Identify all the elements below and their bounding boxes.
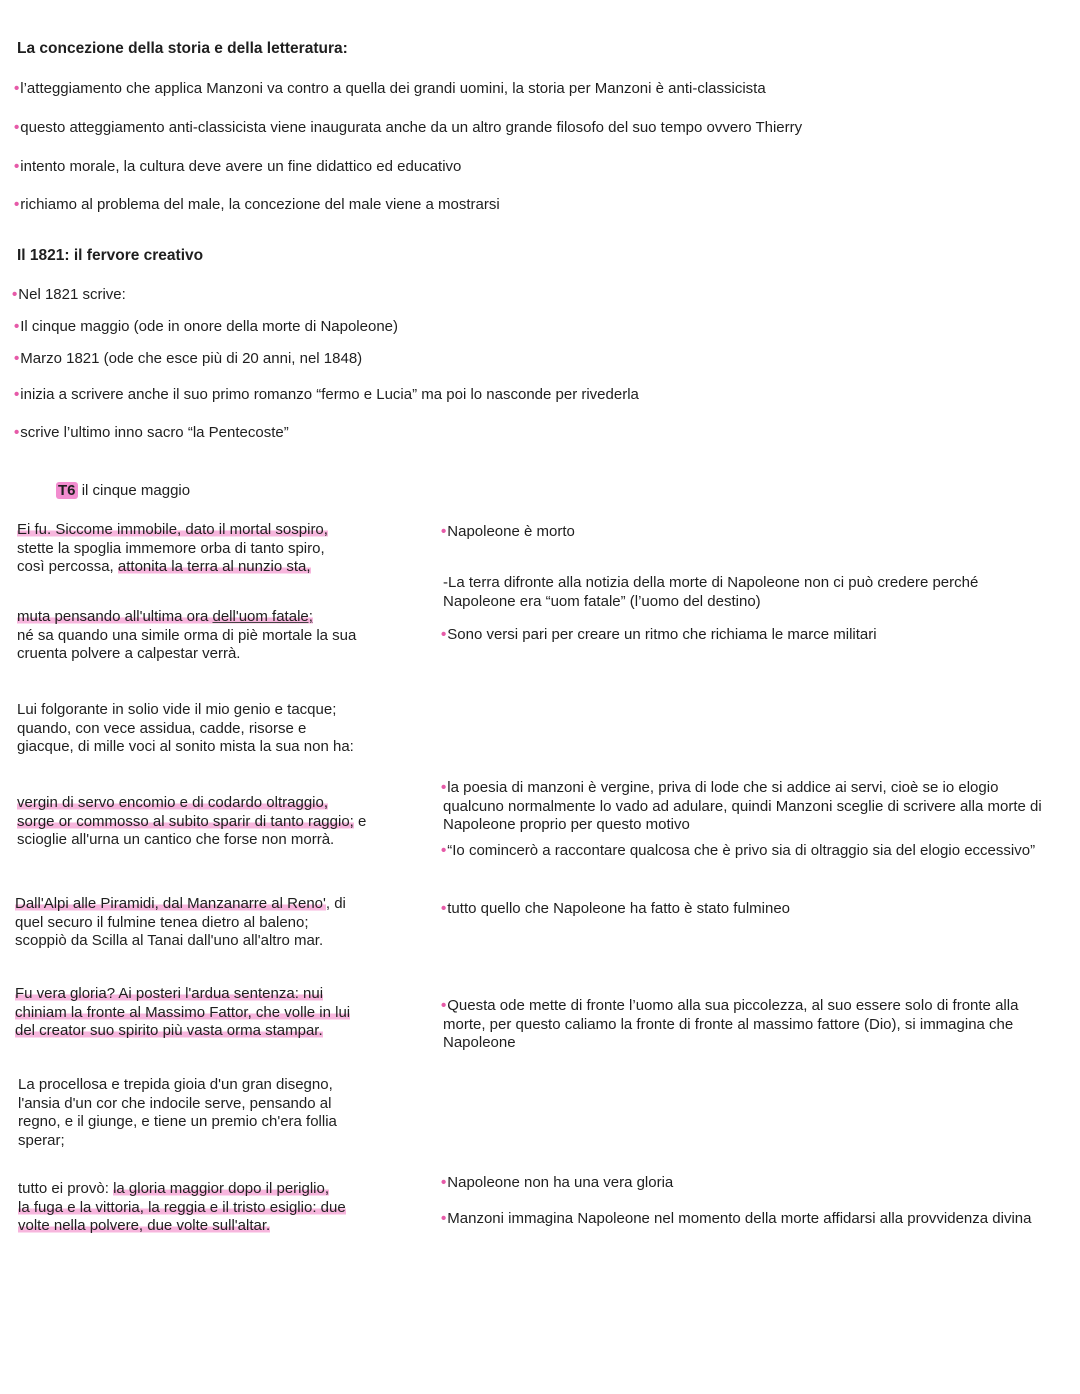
note-text: Questa ode mette di fronte l’uomo alla sua piccolezza, al suo essere solo di fronte alla	[447, 997, 1019, 1014]
poem-line-underlined: dell'uom fatale;	[212, 608, 313, 625]
bullet-text: scrive l’ultimo inno sacro “la Pentecoste”	[20, 424, 289, 441]
poem-line: scioglie all'urna un cantico che forse non morrà.	[17, 831, 335, 849]
poem-line: , di	[325, 895, 346, 912]
poem-line: né sa quando una simile orma di piè mortale la sua	[17, 626, 357, 644]
bullet-item	[14, 318, 398, 335]
note-text: morte, per questo caliamo la fronte di fronte al massimo fattore (Dio), si immagina che	[443, 1015, 1014, 1033]
poem-line: Lui folgorante in solio vide il mio genio e tacque;	[17, 701, 337, 718]
poem-line: sperar;	[18, 1131, 65, 1149]
bullet-text: richiamo al problema del male, la concezione del male viene a mostrarsi	[20, 196, 500, 213]
poem-stanza	[18, 1180, 418, 1236]
poem-line: sorge or commosso al subito sparir di tanto raggio;	[17, 812, 354, 830]
bullet-text: inizia a scrivere anche il suo primo romanzo “fermo e Lucia” ma poi lo nasconde per rivederla	[20, 386, 639, 403]
bullet-item	[14, 386, 639, 403]
poem-line: scoppiò da Scilla al Tanai dall'uno all'altro mar.	[15, 932, 324, 950]
poem-line: così percossa,	[17, 558, 118, 576]
poem-line: tutto ei provò:	[18, 1180, 114, 1197]
bullet-text: intento morale, la cultura deve avere un fine didattico ed educativo	[20, 158, 462, 175]
note-item	[441, 1210, 1031, 1227]
note-text: qualcuno normalmente lo vado ad adulare, quindi Manzoni sceglie di scrivere alla morte di	[443, 797, 1042, 815]
bullet-icon: •	[14, 158, 20, 175]
bullet-icon: •	[14, 119, 20, 136]
poem-line: Ei fu. Siccome immobile, dato il mortal sospiro,	[17, 521, 328, 538]
poem-title: il cinque maggio	[81, 482, 191, 499]
note-text: la poesia di manzoni è vergine, priva di lode che si addice ai servi, cioè se io elogio	[447, 779, 999, 796]
poem-line: vergin di servo encomio e di codardo oltraggio,	[17, 794, 329, 811]
poem-line: quel securo il fulmine tenea dietro al baleno;	[15, 913, 309, 931]
bullet-icon: •	[14, 196, 20, 213]
bullet-text: Nel 1821 scrive:	[18, 286, 126, 303]
poem-line: del creator suo spirito più vasta orma stampar.	[15, 1022, 323, 1040]
note-text: -La terra difronte alla notizia della morte di Napoleone non ci può credere perché	[443, 574, 979, 591]
note-text: Napoleone proprio per questo motivo	[443, 816, 690, 834]
poem-line: La procellosa e trepida gioia d'un gran disegno,	[18, 1076, 333, 1093]
text-tag-badge: T6	[58, 482, 76, 499]
note-text: tutto quello che Napoleone ha fatto è stato fulmineo	[447, 900, 791, 917]
bullet-icon: •	[441, 779, 447, 796]
bullet-icon: •	[441, 842, 447, 859]
note-item	[443, 574, 978, 611]
poem-line: e	[353, 812, 367, 830]
poem-stanza	[15, 985, 415, 1041]
poem-line-highlight: la gloria maggior dopo il periglio,	[113, 1180, 330, 1197]
bullet-text: questo atteggiamento anti-classicista viene inaugurata anche da un altro grande filosofo del suo tempo ovvero Thierry	[20, 119, 803, 136]
poem-stanza	[17, 521, 417, 577]
bullet-item	[14, 196, 500, 213]
note-text: Napoleone non ha una vera gloria	[447, 1174, 674, 1191]
poem-line: regno, e il giunge, e tiene un premio ch'era follia	[18, 1113, 337, 1131]
poem-line: quando, con vece assidua, cadde, risorse e	[17, 719, 307, 737]
note-item	[441, 900, 790, 917]
poem-line: stette la spoglia immemore orba di tanto spiro,	[17, 539, 325, 557]
bullet-icon: •	[441, 626, 447, 643]
note-text: “Io comincerò a raccontare qualcosa che è privo sia di oltraggio sia del elogio eccessivo”	[447, 842, 1036, 859]
note-item	[441, 842, 1035, 859]
section-title-1821: Il 1821: il fervore creativo	[17, 247, 204, 264]
bullet-item	[14, 424, 289, 441]
bullet-text: l’atteggiamento che applica Manzoni va contro a quella dei grandi uomini, la storia per Manzoni è anti-classicista	[20, 80, 766, 97]
note-item	[441, 1174, 673, 1191]
bullet-icon: •	[441, 523, 447, 540]
poem-line-highlight: attonita la terra al nunzio sta,	[117, 558, 311, 576]
poem-stanza	[17, 608, 417, 664]
bullet-item	[12, 286, 126, 303]
bullet-icon: •	[441, 1174, 447, 1191]
bullet-icon: •	[441, 997, 447, 1014]
note-text: Manzoni immagina Napoleone nel momento della morte affidarsi alla provvidenza divina	[447, 1210, 1032, 1227]
poem-stanza	[15, 895, 415, 951]
note-item	[441, 997, 1018, 1053]
bullet-icon: •	[14, 386, 20, 403]
poem-stanza	[17, 701, 417, 757]
poem-stanza	[17, 794, 417, 850]
bullet-icon: •	[12, 286, 18, 303]
poem-line: la fuga e la vittoria, la reggia e il tristo esiglio: due	[18, 1198, 346, 1216]
poem-line: muta pensando all'ultima ora	[17, 608, 213, 625]
poem-line: Dall'Alpi alle Piramidi, dal Manzanarre al Reno'	[15, 895, 326, 912]
note-text: Napoleone	[443, 1034, 516, 1052]
note-item	[441, 779, 1042, 835]
bullet-icon: •	[14, 318, 20, 335]
note-text: Sono versi pari per creare un ritmo che richiama le marce militari	[447, 626, 877, 643]
bullet-icon: •	[441, 900, 447, 917]
bullet-item	[14, 80, 766, 97]
bullet-item	[14, 350, 362, 367]
bullet-icon: •	[14, 80, 20, 97]
section-title-storia: La concezione della storia e della letteratura:	[17, 40, 348, 57]
bullet-item	[14, 158, 461, 175]
bullet-icon: •	[14, 350, 20, 367]
poem-line: cruenta polvere a calpestar verrà.	[17, 645, 241, 663]
note-item	[441, 626, 877, 643]
bullet-text: Marzo 1821 (ode che esce più di 20 anni, nel 1848)	[20, 350, 363, 367]
note-text: Napoleone è morto	[447, 523, 575, 540]
bullet-item	[14, 119, 802, 136]
note-item	[441, 523, 575, 540]
poem-heading	[56, 482, 190, 499]
poem-stanza	[18, 1076, 418, 1150]
bullet-text: Il cinque maggio (ode in onore della morte di Napoleone)	[20, 318, 398, 335]
poem-line: volte nella polvere, due volte sull'altar.	[18, 1217, 271, 1235]
poem-line: Fu vera gloria? Ai posteri l'ardua sentenza: nui	[15, 985, 324, 1002]
bullet-icon: •	[14, 424, 20, 441]
note-text: Napoleone era “uom fatale” (l’uomo del destino)	[443, 592, 761, 610]
poem-line: chiniam la fronte al Massimo Fattor, che volle in lui	[15, 1003, 351, 1021]
poem-line: giacque, di mille voci al sonito mista la sua non ha:	[17, 738, 354, 756]
bullet-icon: •	[441, 1210, 447, 1227]
poem-line: l'ansia d'un cor che indocile serve, pensando al	[18, 1094, 332, 1112]
